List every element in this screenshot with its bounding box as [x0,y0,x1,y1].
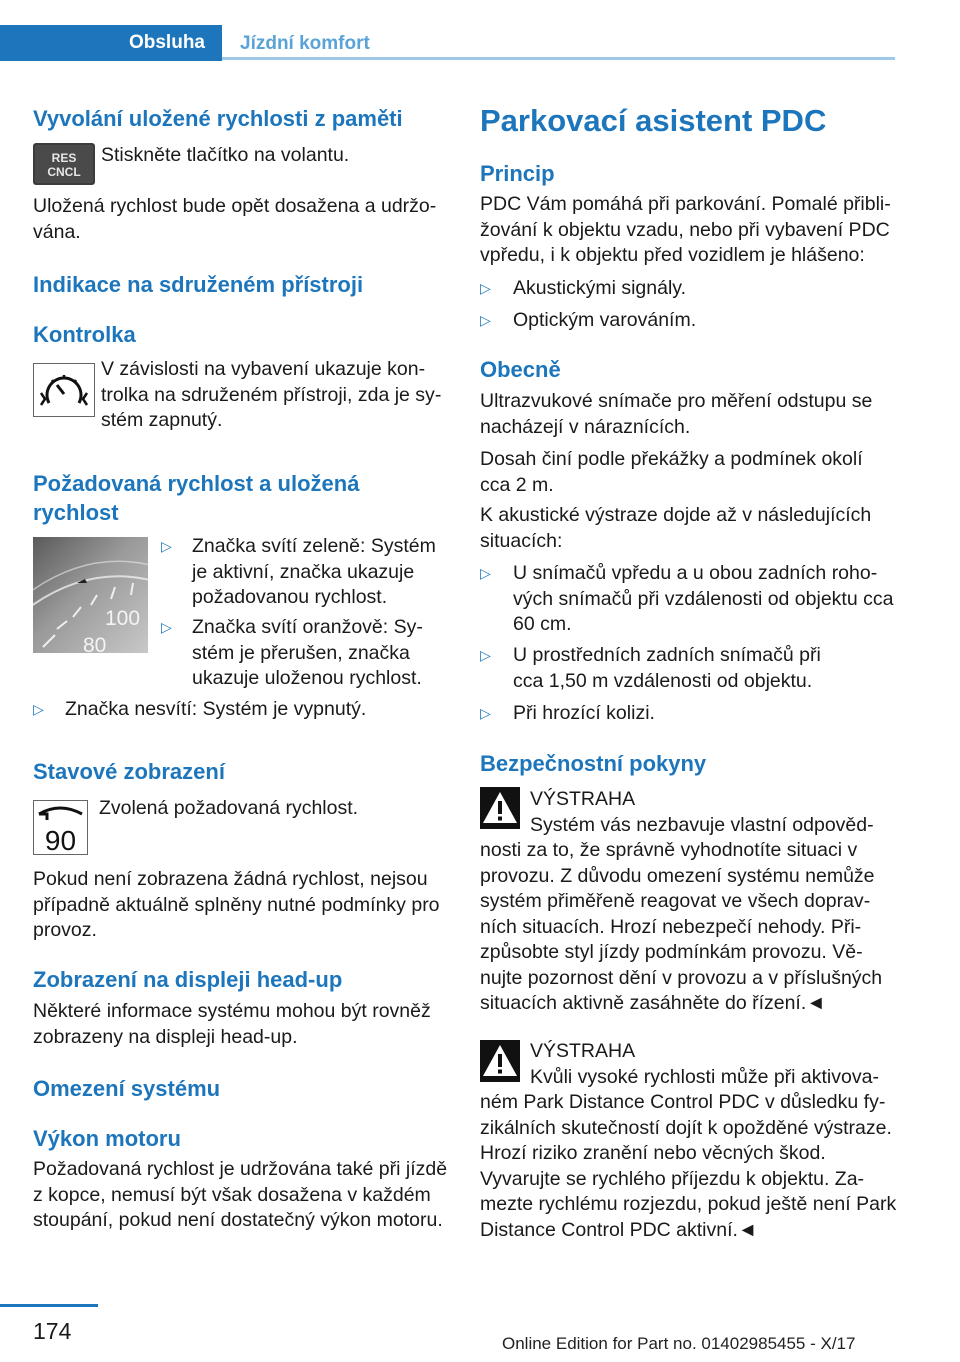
speed-90-status-icon [33,800,88,855]
head-up-display-paragraph: Některé informace systému mohou být rovněž zobrazeny na displeji head-up. [33,1000,431,1048]
status-display-description: Zvolená požadovaná rychlost. [99,797,359,819]
warning-2-body: Kvůli vysoké rychlosti může při aktivovaném Park Distance Control PDC v důsledku fyzikálních skutečností dojít k opožděné výstraze. Hrozí riziko zranění nebo věcných škod. Vyvarujte se rychlého příjezdu k objektu. Zamezte rychlému rozjezdu, pokud ještě není Park Distance Control PDC aktivní.◄ [480,1065,897,1241]
section-title-general: Obecně [480,357,561,382]
speedometer-gauge-image [33,537,148,653]
section-title-safety: Bezpečnostní pokyny [480,751,707,776]
bullet-marker-icon: ▷ [480,647,491,663]
section-title-engine-power: Výkon motoru [33,1126,181,1151]
section-title-cluster-display: Indikace na sdruženém přístroji [33,272,364,297]
general-paragraph-3: K akustické výstraze dojde až v následujících situacích: [480,504,872,552]
list-item-text: Při hrozící kolizi. [513,702,655,724]
tab-divider-line [222,57,895,60]
warning-2-text [480,1039,898,1243]
page-title: Parkovací asistent PDC [480,103,827,138]
tab-obsluha-label: Obsluha [128,32,205,53]
footer-divider [0,1304,98,1307]
status-display-paragraph: Pokud není zobrazena žádná rychlost, nejsou případně aktuálně splněny nutné podmínky pro provoz. [33,868,440,941]
list-item [480,643,895,694]
tab-bar [0,25,895,61]
engine-power-paragraph: Požadovaná rychlost je udržována také při jízdě z kopce, nemusí být však dosažena v každém stoupání, pokud není dostatečný výkon motoru. [33,1158,448,1231]
bullet-marker-icon: ▷ [480,312,491,328]
indicator-description: V závislosti na vybavení ukazuje kontrolka na sdruženém přístroji, zda je systém zapnutý. [101,358,442,431]
list-item [33,697,448,723]
warning-1-text [480,787,898,1017]
bullet-marker-icon: ▷ [161,538,172,554]
bullet-marker-icon: ▷ [480,565,491,581]
gauge-number-100: 100 [105,607,141,630]
general-paragraph-2: Dosah činí podle překážky a podmínek okolí cca 2 m. [480,448,863,496]
section-title-desired-speed: Požadovaná rychlost a uložená rychlost [33,471,360,525]
list-item [161,615,446,692]
bullet-marker-icon: ▷ [33,701,44,717]
res-cncl-button-icon [33,143,95,185]
warning-1-heading: VÝSTRAHA [530,788,636,810]
principle-paragraph: PDC Vám pomáhá při parkování. Pomalé přibližování k objektu vzadu, nebo při vybavení PDC vpředu, i k objektu před vozidlem je hlášeno: [480,193,891,266]
warning-1-body: Systém vás nezbavuje vlastní odpovědnosti za to, že správně vyhodnotíte situaci v provozu. Z důvodu omezení systému nemůže systém přiměřeně reagovat ve všech dopravních situacích. Hrozí nebezpečí nehody. Přizpůsobte styl jízdy podmínkám provozu. Věnujte pozornost dění v provozu a v příslušných situacích aktivně zasáhněte do řízení.◄ [480,813,883,1014]
warning-2-heading: VÝSTRAHA [530,1040,636,1062]
tab-jizdni-komfort[interactable] [240,33,370,55]
list-item-text: U prostředních zadních snímačů při cca 1,50 m vzdálenosti od objektu. [513,644,821,692]
list-item-text: Značka nesvítí: Systém je vypnutý. [65,698,367,720]
gauge-number-80: 80 [83,634,107,653]
section-title-principle: Princip [480,161,555,186]
cruise-control-indicator-icon [33,363,95,417]
list-item-text: U snímačů vpředu a u obou zadních rohových snímačů při vzdálenosti od objektu cca 60 cm. [513,562,894,635]
list-item [480,561,895,638]
section-title-system-limits: Omezení systému [33,1076,221,1101]
section-title-head-up-display: Zobrazení na displeji head-up [33,967,343,992]
list-item [480,701,895,727]
tab-jizdni-komfort-label: Jízdní komfort [240,33,370,54]
recall-speed-instruction: Stiskněte tlačítko na volantu. [101,144,350,166]
page-number: 174 [33,1318,72,1344]
svg-text:RES: RES [51,151,77,165]
edition-note: Online Edition for Part no. 01402985455 - X/17 [502,1334,856,1353]
bullet-marker-icon: ▷ [161,619,172,635]
general-paragraph-1: Ultrazvukové snímače pro měření odstupu se nacházejí v náraznících. [480,390,873,438]
list-item [480,276,895,302]
list-item-text: Optickým varováním. [513,309,697,331]
list-item [480,308,895,334]
bullet-marker-icon: ▷ [480,280,491,296]
recall-speed-paragraph: Uložená rychlost bude opět dosažena a udržována. [33,195,437,243]
list-item [161,534,446,611]
section-title-indicator: Kontrolka [33,322,136,347]
svg-text:CNCL: CNCL [47,165,81,179]
tab-obsluha[interactable] [0,25,222,61]
section-title-status-display: Stavové zobrazení [33,759,225,784]
bullet-marker-icon: ▷ [480,705,491,721]
list-item-text: Akustickými signály. [513,277,687,299]
status-speed-number: 90 [44,825,77,855]
list-item-text: Značka svítí oranžově: Systém je přerušen, značka ukazuje uloženou rychlost. [192,616,423,689]
list-item-text: Značka svítí zeleně: Systém je aktivní, značka ukazuje požadovanou rychlost. [192,535,436,608]
section-title-recall-speed: Vyvolání uložené rychlosti z paměti [33,106,403,131]
